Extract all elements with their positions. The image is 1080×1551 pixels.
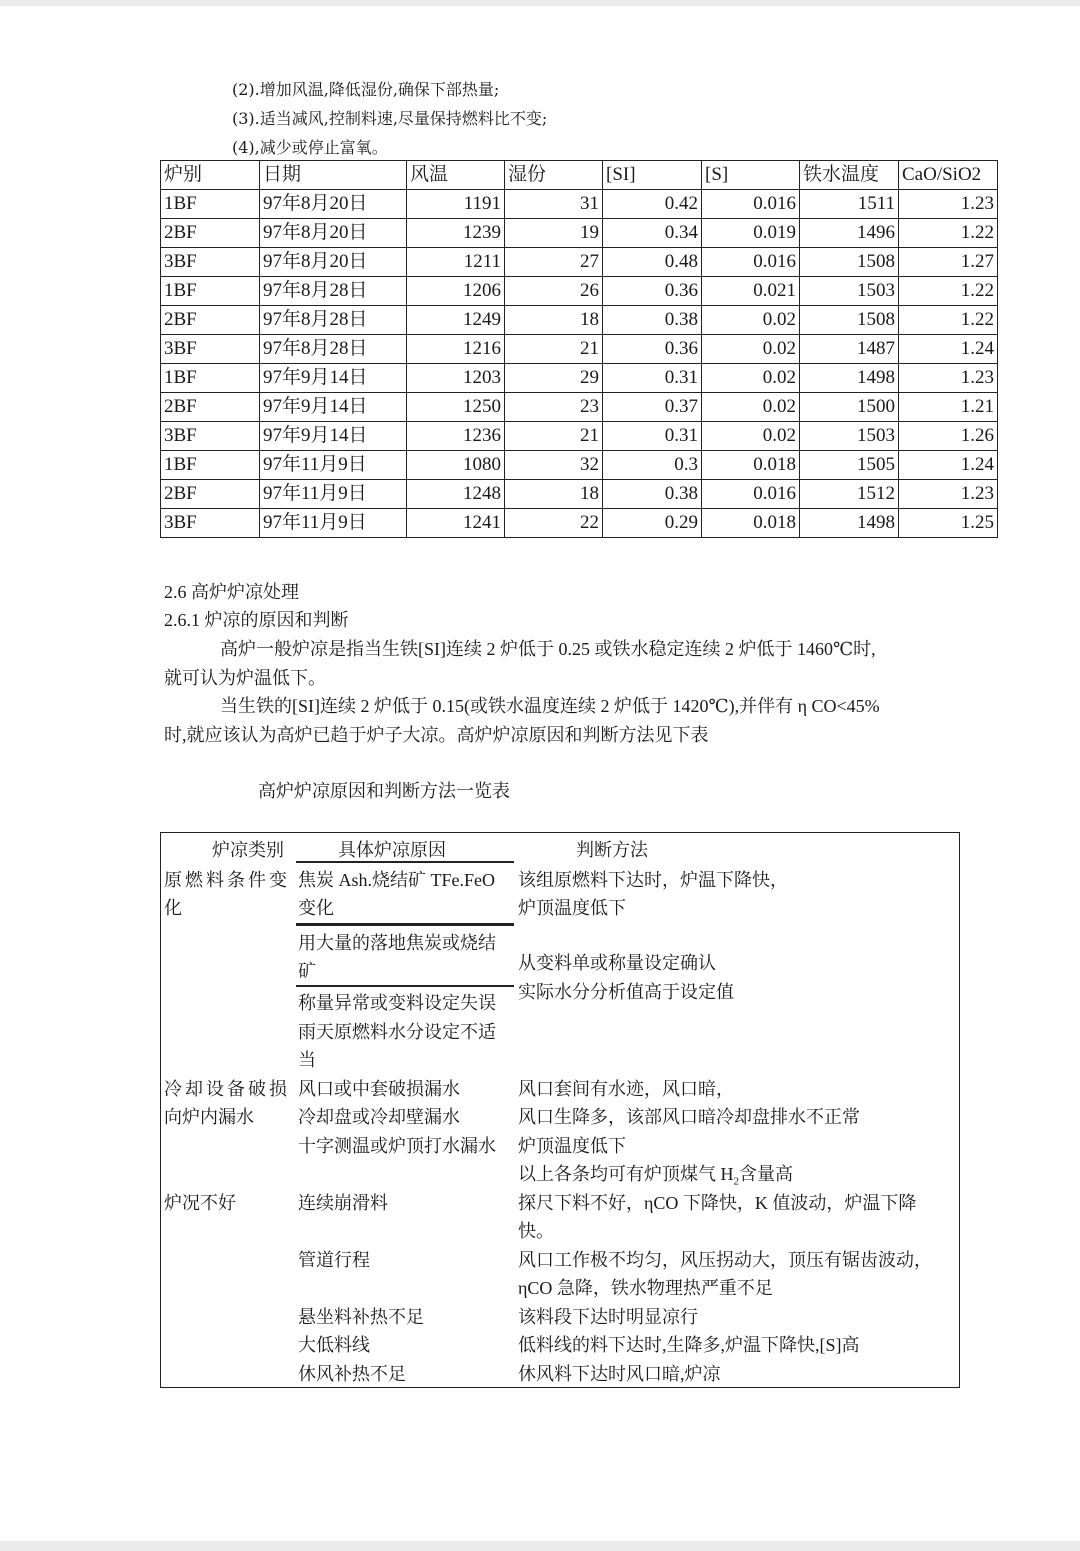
table-cell: 0.31 [603, 364, 702, 393]
paragraph-2-line-2: 时,就应该认为高炉已趋于炉子大凉。高炉炉凉原因和判断方法见下表 [164, 725, 709, 745]
table-cell: 1511 [800, 190, 899, 219]
method: 风口工作极不均匀，风压拐动大，顶压有锯齿波动， [518, 1250, 932, 1270]
table-cell: 1216 [407, 335, 505, 364]
table-cell: 1.24 [899, 451, 998, 480]
method-h2-text: 以上各条均可有炉顶煤气 H [518, 1164, 734, 1184]
table-header-row [161, 161, 998, 190]
method: 风口套间有水迹，风口暗， [518, 1079, 734, 1099]
method: 该组原燃料下达时，炉温下降快， [518, 870, 788, 890]
table-row [161, 451, 998, 480]
table-cell: 97年8月20日 [260, 219, 407, 248]
method: 炉顶温度低下 [518, 1136, 626, 1156]
table-cell: 97年8月28日 [260, 335, 407, 364]
table-cell: 1249 [407, 306, 505, 335]
paragraph-1-line-2: 就可认为炉温低下。 [164, 668, 326, 688]
table-row [161, 248, 998, 277]
table-cell: 0.37 [603, 393, 702, 422]
table-cell: 2BF [161, 306, 260, 335]
table-cell: 1206 [407, 277, 505, 306]
table-cell: 3BF [161, 335, 260, 364]
table-cell: 0.02 [702, 364, 800, 393]
table-cell: 1236 [407, 422, 505, 451]
table-cell: 97年8月20日 [260, 190, 407, 219]
cause: 称量异常或变料设定失误 [298, 993, 496, 1013]
table-cell: 26 [505, 277, 603, 306]
cause: 冷却盘或冷却壁漏水 [298, 1107, 460, 1127]
cause: 用大量的落地焦炭或烧结 [298, 933, 496, 953]
table-cell: 97年8月20日 [260, 248, 407, 277]
paragraph-1-line-1: 高炉一般炉凉是指当生铁[SI]连续 2 炉低于 0.25 或铁水稳定连续 2 炉低于 1460℃时, [220, 639, 876, 659]
method: 风口生降多，该部风口暗冷却盘排水不正常 [518, 1107, 860, 1127]
table-cell: 29 [505, 364, 603, 393]
method: 探尺下料不好，ηCO 下降快，K 值波动，炉温下降 [518, 1193, 917, 1213]
table-cell: 0.02 [702, 335, 800, 364]
table-cell: 1191 [407, 190, 505, 219]
table-cell: 1487 [800, 335, 899, 364]
table-cell: 1.25 [899, 509, 998, 538]
column-header: 炉别 [161, 161, 260, 190]
table-cell: 1496 [800, 219, 899, 248]
row-divider [296, 861, 514, 863]
table-cell: 21 [505, 335, 603, 364]
table-cell: 1498 [800, 364, 899, 393]
table-cell: 1505 [800, 451, 899, 480]
table-cell: 23 [505, 393, 603, 422]
cause: 矿 [298, 961, 316, 981]
table-cell: 1.22 [899, 306, 998, 335]
cause: 休风补热不足 [298, 1364, 406, 1384]
method: 炉顶温度低下 [518, 898, 626, 918]
table-row [161, 306, 998, 335]
method: 该料段下达时明显凉行 [518, 1307, 698, 1327]
table-cell: 1503 [800, 277, 899, 306]
table-cell: 1.23 [899, 190, 998, 219]
table-cell: 0.019 [702, 219, 800, 248]
table-cell: 97年9月14日 [260, 393, 407, 422]
table-cell: 0.021 [702, 277, 800, 306]
table-cell: 3BF [161, 248, 260, 277]
cause: 雨天原燃料水分设定不适 [298, 1022, 496, 1042]
cause: 十字测温或炉顶打水漏水 [298, 1136, 496, 1156]
table-row [161, 393, 998, 422]
category-bad-condition: 炉况不好 [164, 1193, 236, 1213]
page-top-edge [0, 0, 1080, 6]
table-cell: 97年9月14日 [260, 364, 407, 393]
table-cell: 0.34 [603, 219, 702, 248]
table-cell: 18 [505, 480, 603, 509]
method-h2-tail: 含量高 [739, 1164, 793, 1184]
table-cell: 2BF [161, 219, 260, 248]
table-cell: 0.02 [702, 393, 800, 422]
table-cell: 1512 [800, 480, 899, 509]
table-cell: 1241 [407, 509, 505, 538]
header-method: 判断方法 [576, 840, 648, 860]
cause: 当 [298, 1050, 316, 1070]
cause: 管道行程 [298, 1250, 370, 1270]
cause: 变化 [298, 898, 334, 918]
table-cell: 0.02 [702, 306, 800, 335]
intro-item-4: (4),减少或停止富氧。 [232, 138, 388, 157]
table-cell: 97年9月14日 [260, 422, 407, 451]
table-cell: 0.3 [603, 451, 702, 480]
table-cell: 0.31 [603, 422, 702, 451]
table-row [161, 335, 998, 364]
table-cell: 97年11月9日 [260, 480, 407, 509]
table-cell: 0.48 [603, 248, 702, 277]
table-row [161, 509, 998, 538]
table-cell: 32 [505, 451, 603, 480]
table-cell: 1.23 [899, 364, 998, 393]
table-cell: 0.016 [702, 190, 800, 219]
category-cooling-equipment-cont: 向炉内漏水 [164, 1107, 254, 1127]
table-cell: 19 [505, 219, 603, 248]
table-cell: 97年11月9日 [260, 451, 407, 480]
category-raw-material: 原燃料条件变 [164, 870, 290, 890]
table-cell: 0.36 [603, 277, 702, 306]
table-cell: 0.018 [702, 509, 800, 538]
table-cell: 1250 [407, 393, 505, 422]
table-cell: 1508 [800, 306, 899, 335]
table-cell: 1.22 [899, 219, 998, 248]
table-cell: 1.22 [899, 277, 998, 306]
column-header: [SI] [603, 161, 702, 190]
table-cell: 3BF [161, 422, 260, 451]
table-cell: 0.018 [702, 451, 800, 480]
table-cell: 2BF [161, 393, 260, 422]
table-cell: 97年8月28日 [260, 306, 407, 335]
table-row [161, 480, 998, 509]
column-header: [S] [702, 161, 800, 190]
table-cell: 22 [505, 509, 603, 538]
method: 实际水分分析值高于设定值 [518, 982, 734, 1002]
method: 低料线的料下达时,生降多,炉温下降快,[S]高 [518, 1335, 860, 1355]
table-cell: 1.21 [899, 393, 998, 422]
table-cell: 1BF [161, 190, 260, 219]
table-row [161, 190, 998, 219]
table-row [161, 364, 998, 393]
table-cell: 1508 [800, 248, 899, 277]
table-row [161, 277, 998, 306]
table-cell: 97年11月9日 [260, 509, 407, 538]
table-cell: 1498 [800, 509, 899, 538]
table-cell: 2BF [161, 480, 260, 509]
section-heading: 2.6 高炉炉凉处理 [164, 582, 299, 602]
method: ηCO 急降，铁水物理热严重不足 [518, 1278, 773, 1298]
table-cell: 0.016 [702, 480, 800, 509]
subsection-heading: 2.6.1 炉凉的原因和判断 [164, 610, 349, 630]
column-header: 风温 [407, 161, 505, 190]
table-cell: 1239 [407, 219, 505, 248]
column-header: CaO/SiO2 [899, 161, 998, 190]
table-cell: 1.26 [899, 422, 998, 451]
method: 从变料单或称量设定确认 [518, 953, 716, 973]
table-cell: 1080 [407, 451, 505, 480]
table-cell: 1500 [800, 393, 899, 422]
table-cell: 0.02 [702, 422, 800, 451]
cause: 焦炭 Ash.烧结矿 TFe.FeO [298, 870, 495, 890]
page-bottom-edge [0, 1541, 1080, 1551]
table-cell: 1248 [407, 480, 505, 509]
table-cell: 0.42 [603, 190, 702, 219]
row-divider [296, 923, 514, 926]
table-cell: 1203 [407, 364, 505, 393]
table-row [161, 422, 998, 451]
header-cause: 具体炉凉原因 [338, 840, 446, 860]
method: 休风料下达时风口暗,炉凉 [518, 1364, 721, 1384]
table-cell: 21 [505, 422, 603, 451]
column-header: 日期 [260, 161, 407, 190]
table-row [161, 219, 998, 248]
table-cell: 1BF [161, 451, 260, 480]
row-divider [296, 985, 514, 987]
category-cooling-equipment: 冷却设备破损 [164, 1079, 290, 1099]
table-cell: 31 [505, 190, 603, 219]
intro-item-3: (3).适当减风,控制料速,尽量保持燃料比不变; [232, 109, 548, 128]
table-cell: 0.36 [603, 335, 702, 364]
category-raw-material-cont: 化 [164, 898, 182, 918]
table-cell: 27 [505, 248, 603, 277]
header-category: 炉凉类别 [212, 840, 284, 860]
furnace-data-table [160, 160, 998, 538]
cause: 大低料线 [298, 1335, 370, 1355]
table-cell: 18 [505, 306, 603, 335]
table-cell: 3BF [161, 509, 260, 538]
method-h2 [518, 1163, 793, 1193]
table-title: 高炉炉凉原因和判断方法一览表 [258, 781, 510, 801]
table-cell: 97年8月28日 [260, 277, 407, 306]
cause: 悬坐料补热不足 [298, 1307, 424, 1327]
cause: 连续崩滑料 [298, 1193, 388, 1213]
method: 快。 [518, 1221, 554, 1241]
table-cell: 1.24 [899, 335, 998, 364]
table-cell: 1BF [161, 277, 260, 306]
column-header: 湿份 [505, 161, 603, 190]
table-cell: 1.27 [899, 248, 998, 277]
table-cell: 1211 [407, 248, 505, 277]
subscript: 2 [733, 1175, 739, 1188]
table-cell: 1BF [161, 364, 260, 393]
table-cell: 1.23 [899, 480, 998, 509]
table-cell: 0.29 [603, 509, 702, 538]
table-cell: 0.38 [603, 306, 702, 335]
cause: 风口或中套破损漏水 [298, 1079, 460, 1099]
table-cell: 0.38 [603, 480, 702, 509]
intro-item-2: (2).增加风温,降低湿份,确保下部热量; [232, 80, 500, 99]
table-cell: 1503 [800, 422, 899, 451]
column-header: 铁水温度 [800, 161, 899, 190]
paragraph-2-line-1: 当生铁的[SI]连续 2 炉低于 0.15(或铁水温度连续 2 炉低于 1420℃),并伴有 η CO<45% [220, 696, 880, 716]
table-cell: 0.016 [702, 248, 800, 277]
